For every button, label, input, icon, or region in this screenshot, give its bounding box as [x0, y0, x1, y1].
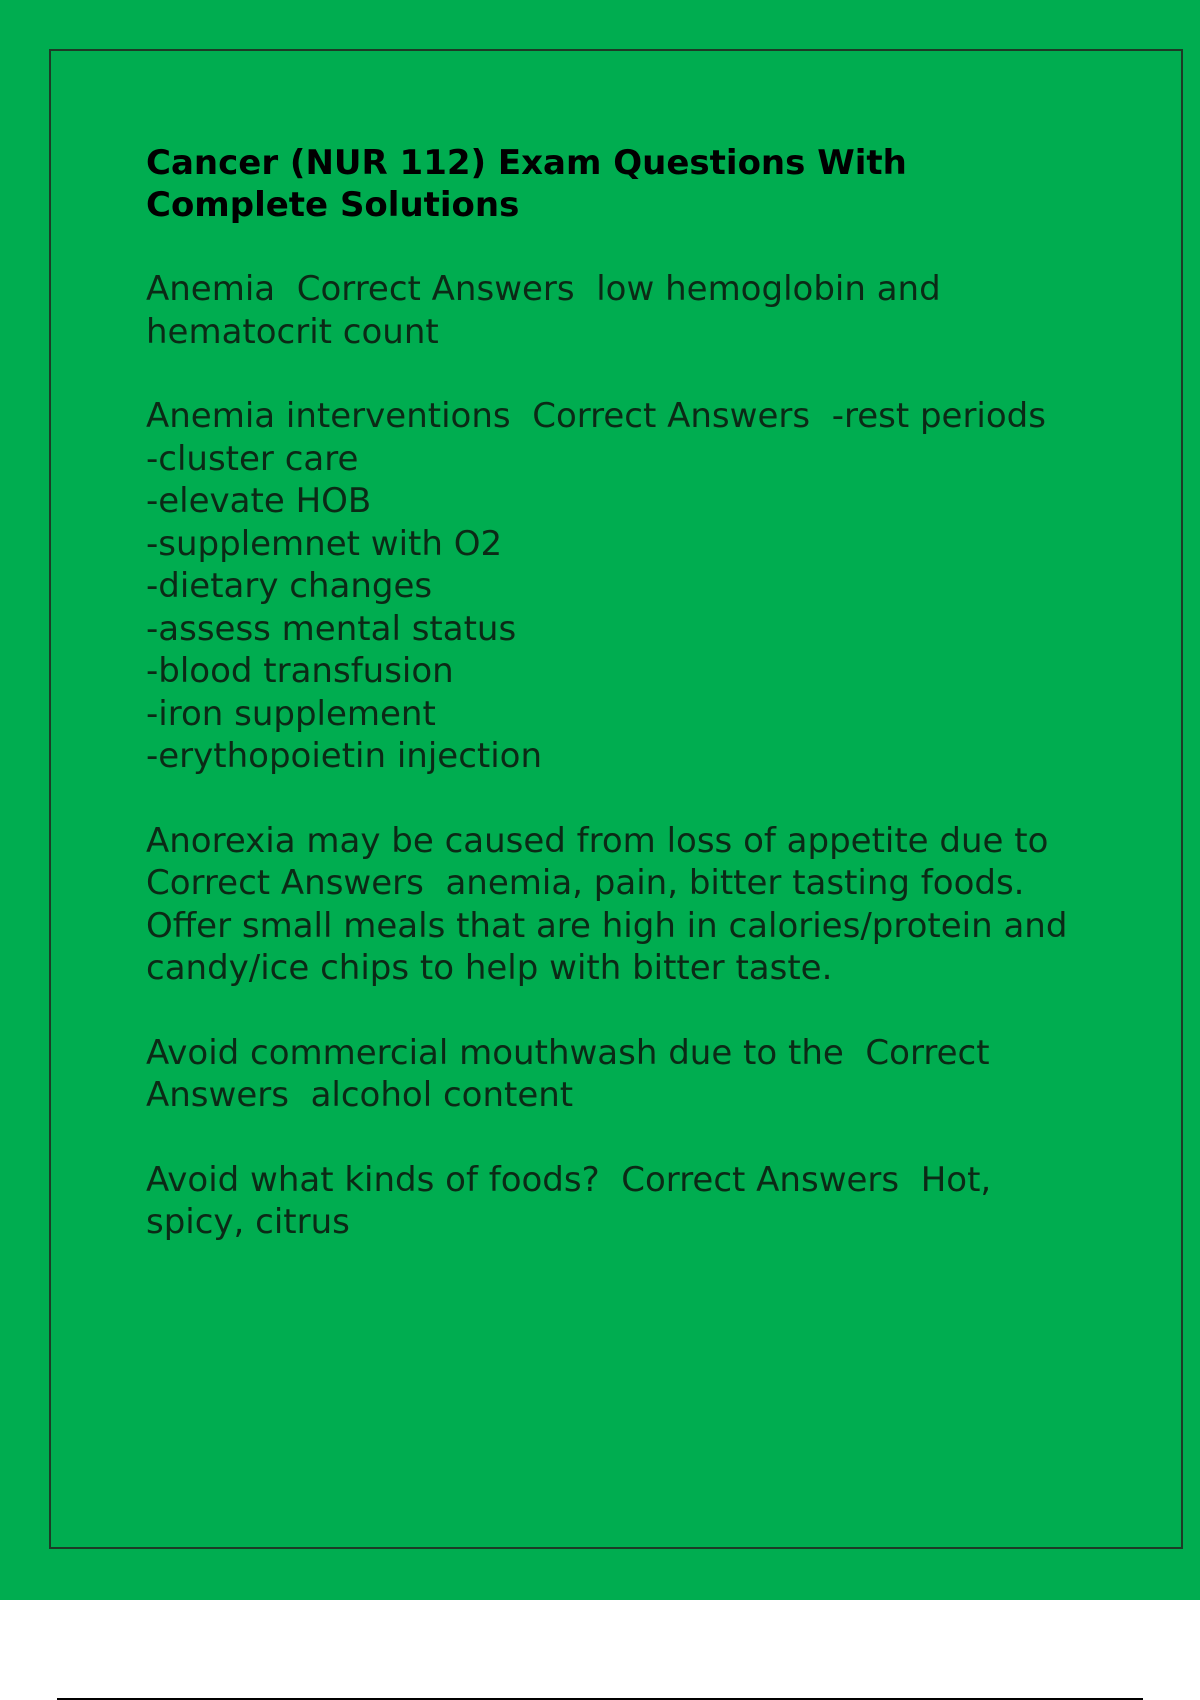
- qa-entry: [146, 268, 1086, 353]
- answer-text: alcohol content: [310, 1075, 574, 1115]
- list-item: -iron supplement: [146, 693, 436, 734]
- qa-entry: [146, 395, 1086, 778]
- question-text: Anorexia may be caused from loss of appetite due to: [146, 820, 1049, 861]
- question-text: Avoid what kinds of foods?: [146, 1159, 600, 1200]
- answer-text: Hot, spicy, citrus: [146, 1159, 1003, 1242]
- question-text: Anemia interventions: [146, 396, 511, 436]
- answer-text: low hemoglobin and hematocrit count: [146, 269, 952, 352]
- document-content: [146, 142, 1086, 1286]
- list-item: -supplemnet with O2: [146, 523, 503, 564]
- list-item: -elevate HOB: [146, 481, 372, 521]
- question-text: Anemia: [146, 269, 276, 309]
- qa-entry: [146, 1032, 1086, 1117]
- list-item: -cluster care: [146, 438, 359, 479]
- answer-text: anemia, pain, bitter tasting foods. Offer small meals that are high in calories/protein and candy/ice chips to help with bitter taste.: [146, 863, 1079, 988]
- answer-separator: Correct Answers: [532, 396, 811, 436]
- question-text: Avoid commercial mouthwash due to the: [146, 1032, 844, 1073]
- answer-separator: Correct Answers: [296, 269, 575, 309]
- intervention-list: [146, 438, 1086, 778]
- qa-entry: [146, 1159, 1086, 1244]
- list-item: -blood transfusion: [146, 651, 454, 691]
- list-item: -assess mental status: [146, 608, 517, 649]
- answer-text: -rest periods: [831, 396, 1046, 436]
- list-item: -dietary changes: [146, 566, 433, 606]
- answer-separator: Correct Answers: [621, 1159, 900, 1200]
- answer-separator: Correct Answers: [146, 863, 424, 903]
- list-item: -erythopoietin injection: [146, 736, 543, 776]
- qa-entry: [146, 820, 1086, 990]
- answer-separator: Correct Answers: [146, 1032, 1001, 1115]
- document-title: Cancer (NUR 112) Exam Questions With Complete Solutions: [146, 143, 907, 225]
